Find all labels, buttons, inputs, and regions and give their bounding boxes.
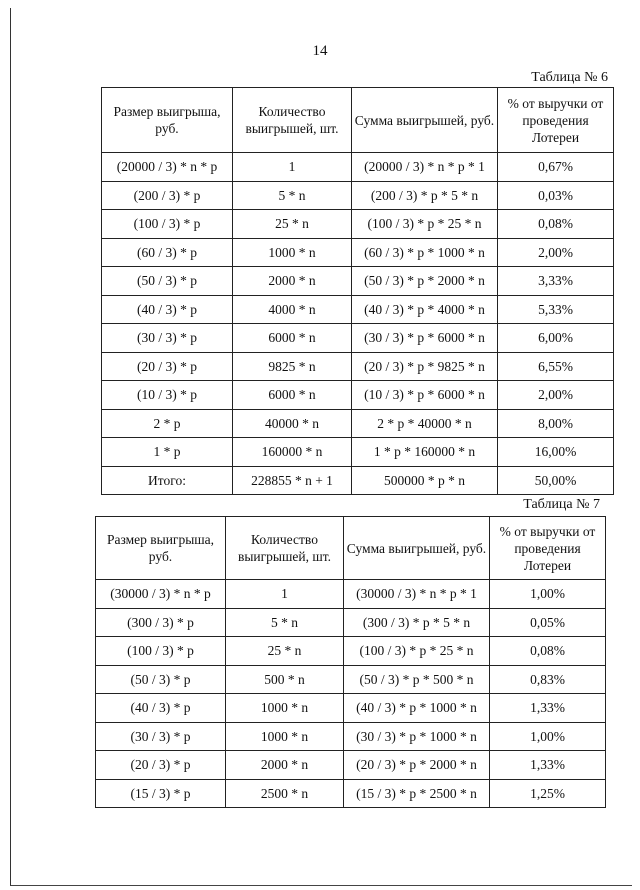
table-cell: (30 / 3) * p * 1000 * n [344, 722, 490, 751]
table-row [96, 637, 606, 666]
table-cell: 4000 * n [233, 295, 352, 324]
table-cell: 2500 * n [226, 779, 344, 808]
column-header: % от выручки от проведения Лотереи [498, 88, 614, 153]
table-cell: (20000 / 3) * n * p * 1 [352, 153, 498, 182]
table-row [96, 580, 606, 609]
table-cell: (50 / 3) * p * 2000 * n [352, 267, 498, 296]
table-cell: Итого: [102, 466, 233, 495]
table-cell: 50,00% [498, 466, 614, 495]
table-cell: 16,00% [498, 438, 614, 467]
table-cell: 6000 * n [233, 324, 352, 353]
table-cell: 1,00% [490, 722, 606, 751]
table-cell: (100 / 3) * p * 25 * n [352, 210, 498, 239]
table-cell: 1,33% [490, 694, 606, 723]
table-row [96, 751, 606, 780]
table-cell: (200 / 3) * p [102, 181, 233, 210]
table-cell: 160000 * n [233, 438, 352, 467]
table-row [102, 409, 614, 438]
table-cell: (10 / 3) * p [102, 381, 233, 410]
table-cell: 0,67% [498, 153, 614, 182]
table-row [96, 665, 606, 694]
table-cell: (300 / 3) * p [96, 608, 226, 637]
table-cell: 9825 * n [233, 352, 352, 381]
table-cell: (50 / 3) * p [96, 665, 226, 694]
table-row [102, 352, 614, 381]
table-cell: (10 / 3) * p * 6000 * n [352, 381, 498, 410]
table-row [102, 238, 614, 267]
table-cell: 1000 * n [226, 694, 344, 723]
table7-caption: Таблица № 7 [523, 497, 600, 512]
table-cell: (300 / 3) * p * 5 * n [344, 608, 490, 637]
table-cell: 0,03% [498, 181, 614, 210]
table-cell: (20 / 3) * p [102, 352, 233, 381]
table-cell: 6,55% [498, 352, 614, 381]
column-header: % от выручки от проведения Лотереи [490, 517, 606, 580]
table-cell: (40 / 3) * p [96, 694, 226, 723]
table-cell: (40 / 3) * p * 4000 * n [352, 295, 498, 324]
table-cell: 2 * p * 40000 * n [352, 409, 498, 438]
table-row [102, 267, 614, 296]
table-cell: 2000 * n [226, 751, 344, 780]
table-cell: 0,08% [490, 637, 606, 666]
column-header: Количество выигрышей, шт. [233, 88, 352, 153]
table-cell: 6,00% [498, 324, 614, 353]
table-cell: (20 / 3) * p [96, 751, 226, 780]
table-cell: (40 / 3) * p [102, 295, 233, 324]
table-cell: (100 / 3) * p [102, 210, 233, 239]
table-header-row [96, 517, 606, 580]
table-cell: (30000 / 3) * n * p * 1 [344, 580, 490, 609]
table-cell: (100 / 3) * p [96, 637, 226, 666]
table-row [102, 466, 614, 495]
table-cell: (20 / 3) * p * 9825 * n [352, 352, 498, 381]
table-cell: 2000 * n [233, 267, 352, 296]
table-cell: 500 * n [226, 665, 344, 694]
page-number: 14 [312, 43, 328, 59]
table-cell: (100 / 3) * p * 25 * n [344, 637, 490, 666]
table-cell: 25 * n [233, 210, 352, 239]
table-cell: (40 / 3) * p * 1000 * n [344, 694, 490, 723]
table-cell: 2 * p [102, 409, 233, 438]
table-cell: 500000 * p * n [352, 466, 498, 495]
table-cell: (200 / 3) * p * 5 * n [352, 181, 498, 210]
table-cell: 1,25% [490, 779, 606, 808]
table-cell: (20 / 3) * p * 2000 * n [344, 751, 490, 780]
column-header: Количество выигрышей, шт. [226, 517, 344, 580]
table-cell: 0,83% [490, 665, 606, 694]
table-cell: (60 / 3) * p [102, 238, 233, 267]
table-cell: 1000 * n [226, 722, 344, 751]
table-cell: 228855 * n + 1 [233, 466, 352, 495]
table-cell: 1 * p [102, 438, 233, 467]
table-row [102, 153, 614, 182]
table-cell: (30000 / 3) * n * p [96, 580, 226, 609]
column-header: Размер выигрыша, руб. [102, 88, 233, 153]
table-row [102, 181, 614, 210]
table-cell: 3,33% [498, 267, 614, 296]
table-row [102, 438, 614, 467]
column-header: Сумма выигрышей, руб. [344, 517, 490, 580]
table-cell: 1 [226, 580, 344, 609]
table-cell: 2,00% [498, 238, 614, 267]
table-row [96, 608, 606, 637]
table-cell: 5 * n [233, 181, 352, 210]
table-cell: 1,33% [490, 751, 606, 780]
table-cell: 1 [233, 153, 352, 182]
table-cell: 25 * n [226, 637, 344, 666]
table-cell: 1 * p * 160000 * n [352, 438, 498, 467]
table-cell: (60 / 3) * p * 1000 * n [352, 238, 498, 267]
table7 [95, 516, 606, 808]
table6 [101, 87, 614, 495]
table-row [102, 210, 614, 239]
column-header: Размер выигрыша, руб. [96, 517, 226, 580]
table-cell: 8,00% [498, 409, 614, 438]
table-cell: (15 / 3) * p [96, 779, 226, 808]
table-cell: (30 / 3) * p * 6000 * n [352, 324, 498, 353]
table-cell: (50 / 3) * p [102, 267, 233, 296]
table-row [96, 722, 606, 751]
table-row [96, 779, 606, 808]
table-cell: (15 / 3) * p * 2500 * n [344, 779, 490, 808]
table-cell: (50 / 3) * p * 500 * n [344, 665, 490, 694]
table-cell: 0,08% [498, 210, 614, 239]
table-cell: 1000 * n [233, 238, 352, 267]
table6-caption: Таблица № 6 [531, 70, 608, 85]
table-row [102, 381, 614, 410]
table-cell: (30 / 3) * p [102, 324, 233, 353]
table-header-row [102, 88, 614, 153]
table-cell: (30 / 3) * p [96, 722, 226, 751]
table-cell: 5,33% [498, 295, 614, 324]
table-cell: 0,05% [490, 608, 606, 637]
table-cell: 40000 * n [233, 409, 352, 438]
table-row [102, 295, 614, 324]
column-header: Сумма выигрышей, руб. [352, 88, 498, 153]
table-cell: 1,00% [490, 580, 606, 609]
table-cell: 5 * n [226, 608, 344, 637]
table-cell: 6000 * n [233, 381, 352, 410]
table-row [102, 324, 614, 353]
table-row [96, 694, 606, 723]
table-cell: (20000 / 3) * n * p [102, 153, 233, 182]
table-cell: 2,00% [498, 381, 614, 410]
